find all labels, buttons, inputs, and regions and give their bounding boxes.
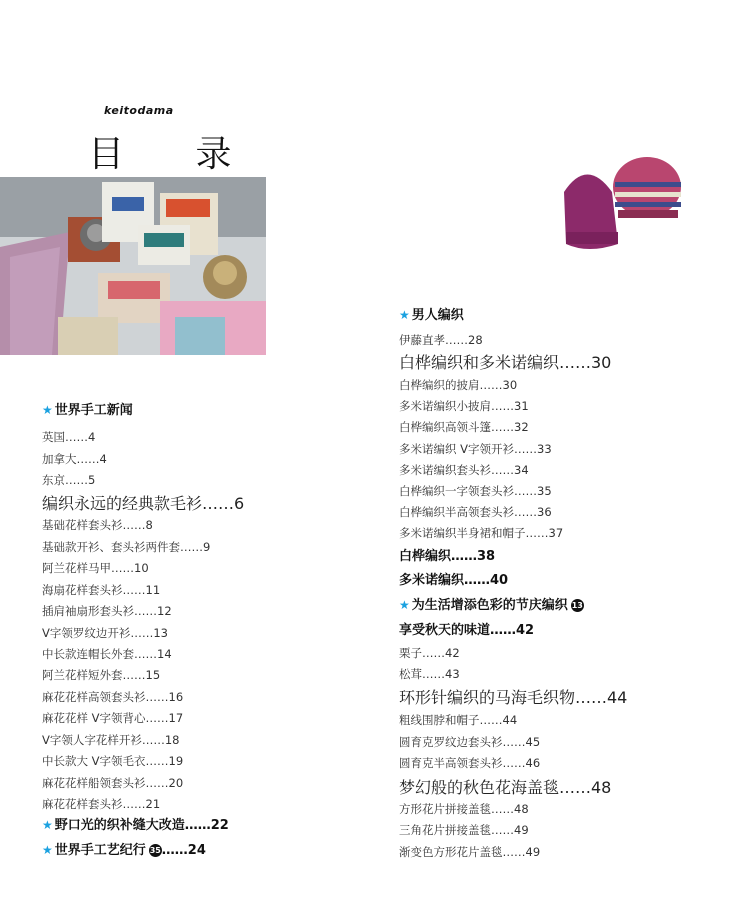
toc-entry[interactable] xyxy=(399,715,517,727)
toc-entry-label: 阿兰花样马甲……10 xyxy=(42,561,149,575)
toc-entry[interactable] xyxy=(399,444,552,456)
toc-entry[interactable] xyxy=(399,355,611,371)
toc-entry[interactable] xyxy=(42,735,180,747)
toc-entry-label: 野口光的织补缝大改造……22 xyxy=(54,818,229,833)
toc-entry-label: 麻花花样套头衫……21 xyxy=(42,797,161,811)
toc-entry[interactable] xyxy=(399,507,552,519)
star-icon: ★ xyxy=(399,308,410,322)
toc-entry[interactable] xyxy=(42,799,160,811)
toc-entry-label: 白桦编织的披肩……30 xyxy=(399,378,518,392)
craft-photo xyxy=(0,177,266,355)
toc-entry[interactable] xyxy=(399,624,534,637)
toc-entry[interactable] xyxy=(399,335,483,347)
toc-entry[interactable] xyxy=(399,465,529,477)
toc-entry-label: 白桦编织高领斗篷……32 xyxy=(399,420,529,434)
toc-entry-label: 英国……4 xyxy=(42,430,96,444)
toc-entry-label: 麻花花样船领套头衫……20 xyxy=(42,776,184,790)
toc-entry-label: 白桦编织一字领套头衫……35 xyxy=(399,484,552,498)
toc-entry-label: 松茸……43 xyxy=(399,667,460,681)
star-icon: ★ xyxy=(42,403,53,417)
toc-entry[interactable] xyxy=(399,550,495,563)
star-icon: ★ xyxy=(42,843,53,857)
toc-entry[interactable] xyxy=(42,475,95,487)
toc-entry-label: 阿兰花样短外套……15 xyxy=(42,668,161,682)
toc-entry-label: 三角花片拼接盖毯……49 xyxy=(399,823,529,837)
toc-entry[interactable] xyxy=(42,585,160,597)
toc-entry-label: 梦幻般的秋色花海盖毯……48 xyxy=(399,778,612,797)
toc-entry[interactable] xyxy=(42,819,229,832)
toc-entry-label: 多米诺编织 V字领开衫……33 xyxy=(399,442,552,456)
star-icon: ★ xyxy=(42,818,53,832)
toc-entry[interactable] xyxy=(399,309,464,322)
toc-entry[interactable] xyxy=(42,844,206,857)
toc-entry-label: 粗线围脖和帽子……44 xyxy=(399,713,518,727)
toc-entry[interactable] xyxy=(42,496,244,512)
toc-entry[interactable] xyxy=(399,847,540,859)
toc-entry[interactable] xyxy=(42,670,160,682)
toc-entry-label: 多米诺编织套头衫……34 xyxy=(399,463,529,477)
toc-entry-label: 为生活增添色彩的节庆编织 xyxy=(411,598,568,613)
toc-entry[interactable] xyxy=(399,422,529,434)
toc-entry[interactable] xyxy=(399,574,508,587)
brand-name: keitodama xyxy=(104,104,174,117)
toc-entry-label: V字领人字花样开衫……18 xyxy=(42,733,180,747)
toc-entry[interactable] xyxy=(399,780,611,796)
toc-entry[interactable] xyxy=(399,690,627,706)
toc-entry-label: 环形针编织的马海毛织物……44 xyxy=(399,688,628,707)
toc-entry-label: 圆育克半高领套头衫……46 xyxy=(399,756,541,770)
toc-entry[interactable] xyxy=(399,486,552,498)
toc-entry[interactable] xyxy=(42,563,149,575)
toc-entry-label: 多米诺编织……40 xyxy=(399,573,509,588)
toc-entry-label: 白桦编织……38 xyxy=(399,549,496,564)
toc-entry-label: 东京……5 xyxy=(42,473,96,487)
toc-entry-label: 圆育克罗纹边套头衫……45 xyxy=(399,735,541,749)
toc-entry-label: 麻花花样高领套头衫……16 xyxy=(42,690,184,704)
toc-entry-label: 加拿大……4 xyxy=(42,452,107,466)
toc-entry-label: 插肩袖扇形套头衫……12 xyxy=(42,604,172,618)
toc-entry-label: 基础款开衫、套头衫两件套……9 xyxy=(42,540,211,554)
toc-entry[interactable] xyxy=(42,778,183,790)
toc-entry[interactable] xyxy=(42,756,183,768)
toc-entry[interactable] xyxy=(399,528,563,540)
issue-number-badge: 13 xyxy=(571,601,583,610)
toc-entry[interactable] xyxy=(399,380,517,392)
toc-entry-label: 男人编织 xyxy=(411,308,464,323)
toc-entry-label: 栗子……42 xyxy=(399,646,460,660)
toc-entry[interactable] xyxy=(399,758,540,770)
toc-entry[interactable] xyxy=(42,713,183,725)
toc-entry[interactable] xyxy=(42,432,95,444)
toc-entry[interactable] xyxy=(399,599,584,612)
toc-entry-label: 多米诺编织小披肩……31 xyxy=(399,399,529,413)
toc-entry[interactable] xyxy=(399,401,529,413)
toc-entry-label: 白桦编织和多米诺编织……30 xyxy=(399,353,612,372)
toc-entry-label: 享受秋天的味道……42 xyxy=(399,623,535,638)
toc-entry[interactable] xyxy=(42,692,183,704)
toc-entry[interactable] xyxy=(42,542,210,554)
toc-entry-label: 白桦编织半高领套头衫……36 xyxy=(399,505,552,519)
toc-entry-label: 中长款大 V字领毛衣……19 xyxy=(42,754,184,768)
toc-entry[interactable] xyxy=(42,606,172,618)
toc-entry[interactable] xyxy=(399,804,529,816)
toc-entry-label: 渐变色方形花片盖毯……49 xyxy=(399,845,541,859)
toc-entry[interactable] xyxy=(42,404,133,417)
toc-entry[interactable] xyxy=(42,628,168,640)
toc-entry[interactable] xyxy=(42,649,172,661)
toc-entry[interactable] xyxy=(399,737,540,749)
toc-entry-label: 多米诺编织半身裙和帽子……37 xyxy=(399,526,564,540)
toc-entry-label: 海扇花样套头衫……11 xyxy=(42,583,161,597)
toc-entry[interactable] xyxy=(399,648,460,660)
page-title: 目 录 xyxy=(88,134,262,175)
toc-entry-label: 方形花片拼接盖毯……48 xyxy=(399,802,529,816)
knit-hats-photo xyxy=(552,152,688,252)
toc-entry-label: 伊藤直孝……28 xyxy=(399,333,483,347)
toc-entry-label: 基础花样套头衫……8 xyxy=(42,518,153,532)
toc-entry[interactable] xyxy=(399,825,529,837)
toc-entry-label: 编织永远的经典款毛衫……6 xyxy=(42,494,245,513)
issue-number-badge: 35 xyxy=(149,846,161,855)
toc-entry[interactable] xyxy=(42,520,153,532)
toc-entry-label: 麻花花样 V字领背心……17 xyxy=(42,711,184,725)
star-icon: ★ xyxy=(399,598,410,612)
toc-entry-label: 世界手工艺纪行 xyxy=(54,843,146,858)
toc-entry[interactable] xyxy=(42,454,107,466)
toc-entry[interactable] xyxy=(399,669,460,681)
toc-entry-label: V字领罗纹边开衫……13 xyxy=(42,626,168,640)
toc-entry-page: ……24 xyxy=(161,843,206,858)
toc-entry-label: 中长款连帽长外套……14 xyxy=(42,647,172,661)
toc-entry-label: 世界手工新闻 xyxy=(54,403,133,418)
